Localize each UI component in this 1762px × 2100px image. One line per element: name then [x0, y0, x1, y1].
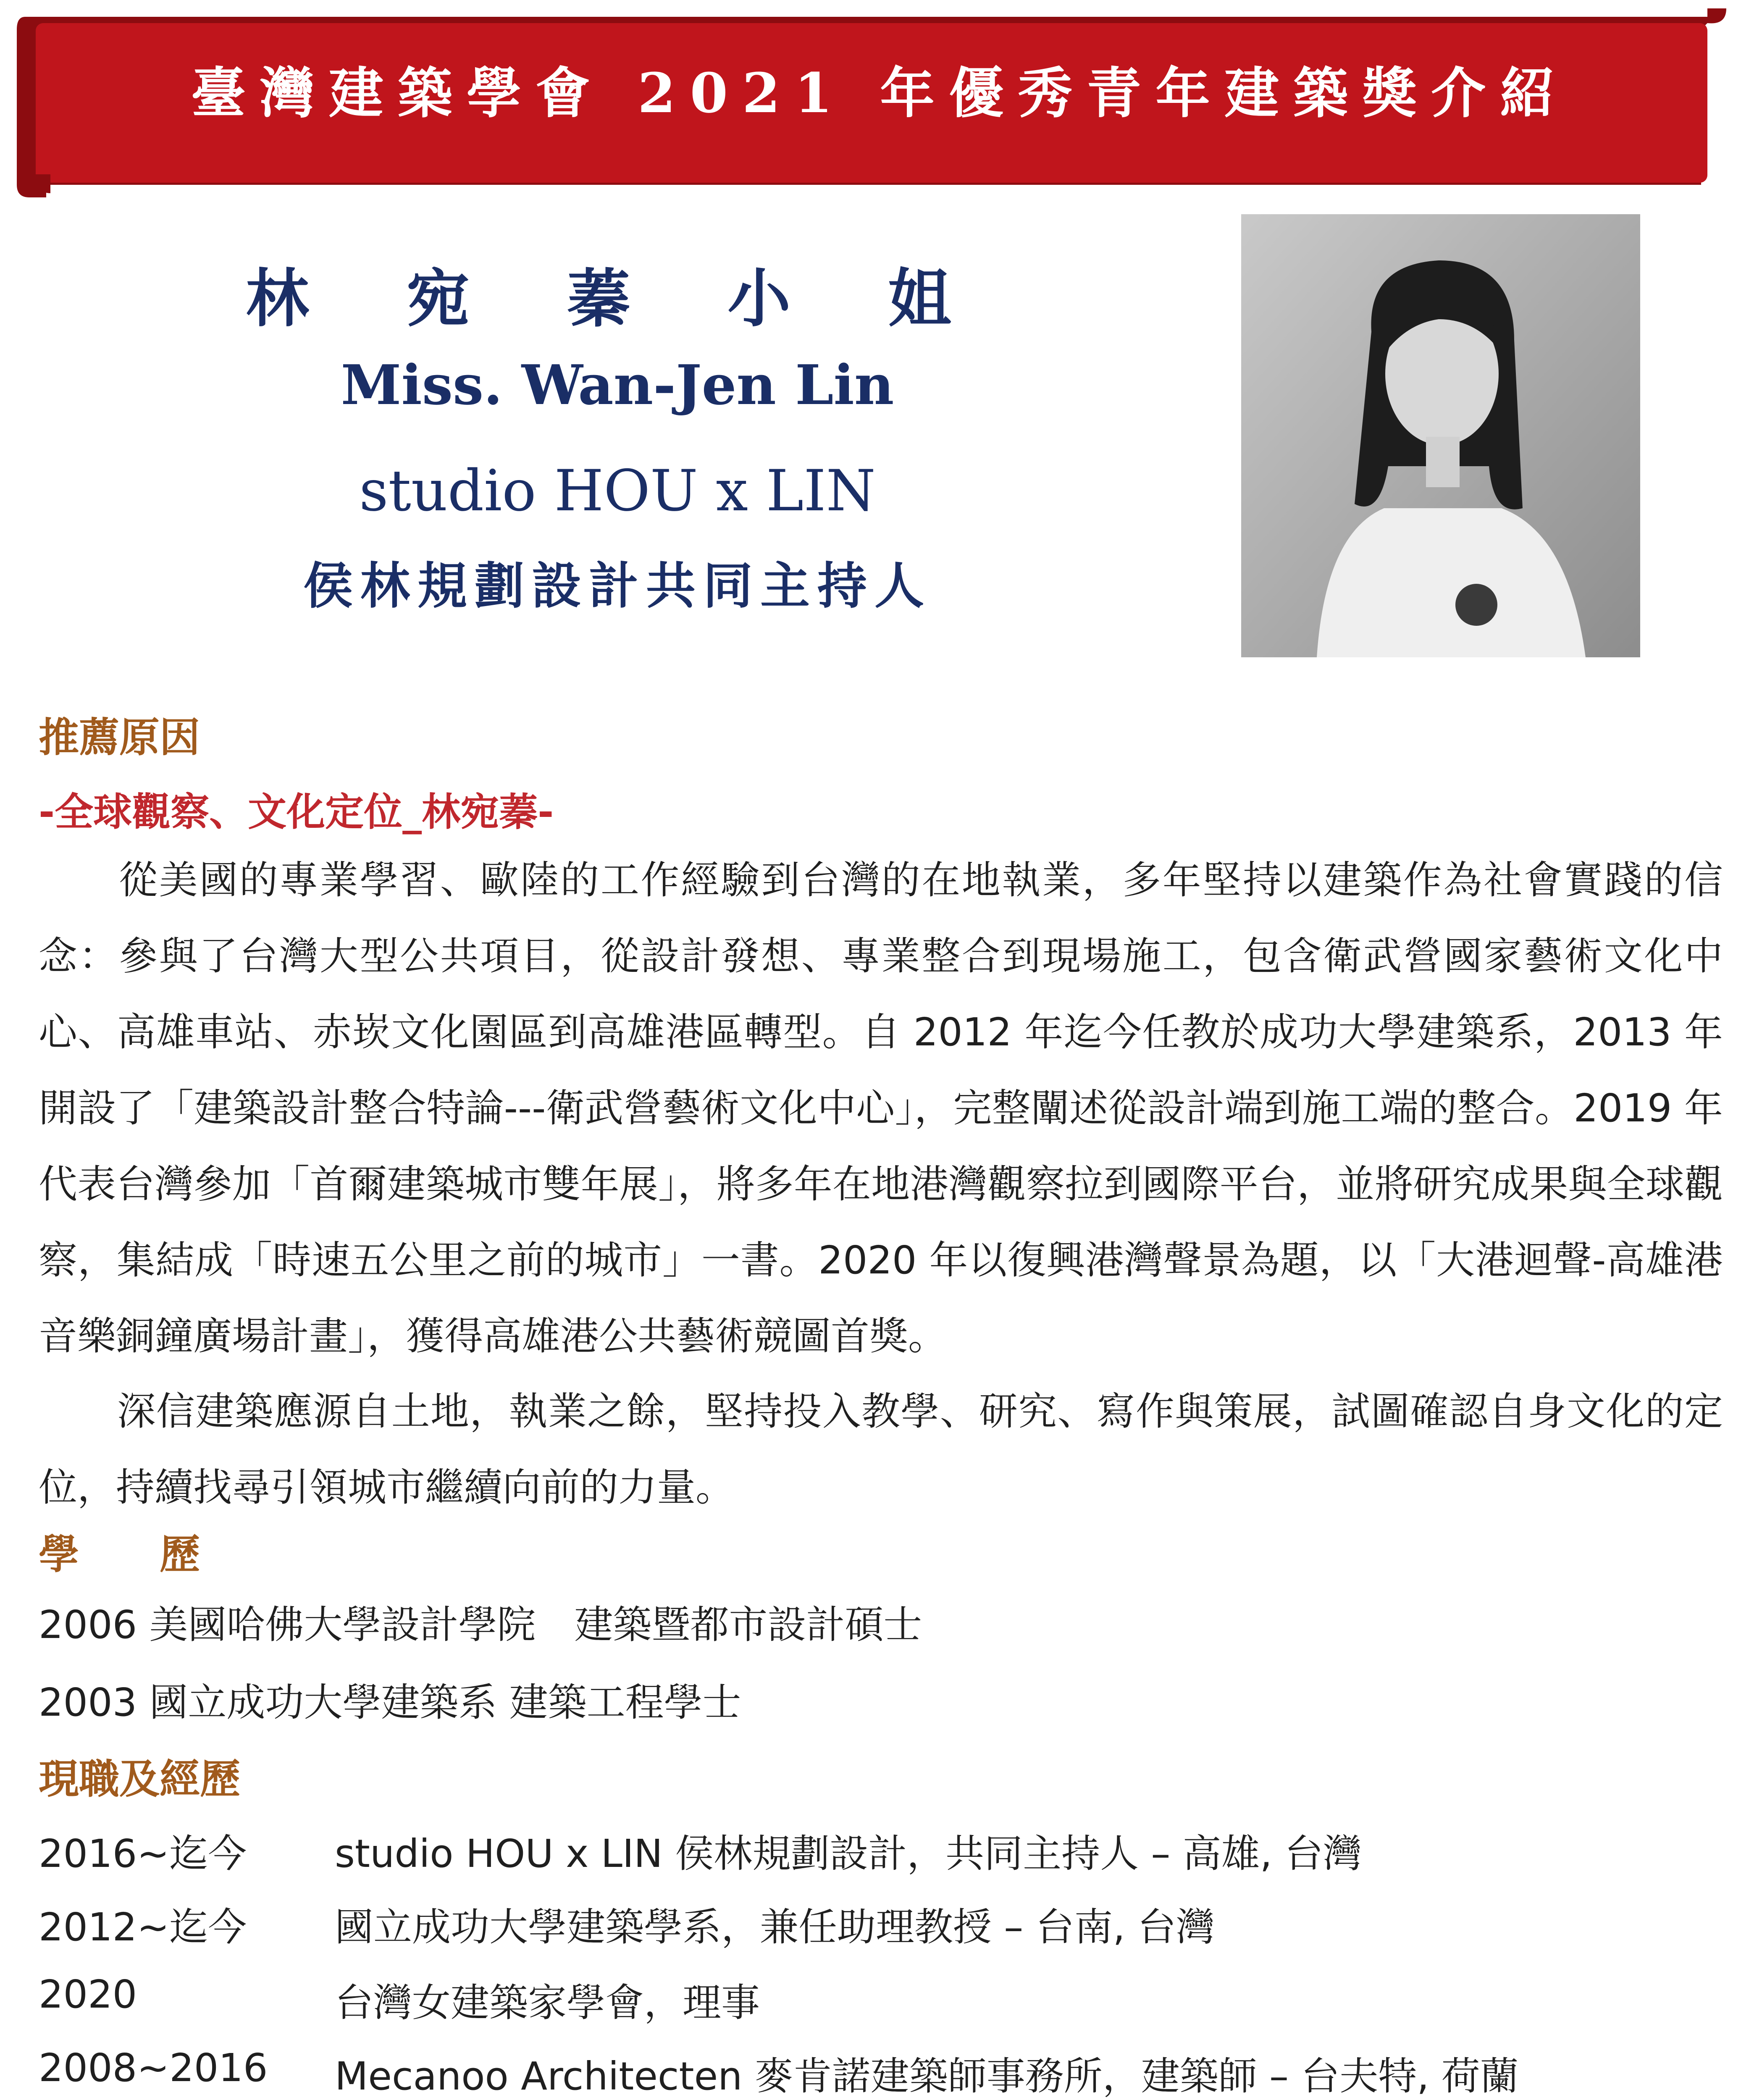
section-heading-recommend: 推薦原因: [39, 714, 200, 761]
recommend-paragraph-1: 從美國的專業學習、歐陸的工作經驗到台灣的在地執業，多年堅持以建築作為社會實踐的信念：參與了台灣大型公共項目，從設計發想、專業整合到現場施工，包含衛武營國家藝術文化中心、高雄車站、赤崁文化園區到高雄港區轉型。自 2012 年迄今任教於成功大學建築系，2013 年開設了「建築設計整合特論---衛武營藝術文化中心」，完整闡述從設計端到施工端的整合。2019 年代表台灣參加「首爾建築城市雙年展」，將多年在地港灣觀察拉到國際平台，並將研究成果與全球觀察，集結成「時速五公里之前的城市」一書。2020 年以復興港灣聲景為題，以「大港迴聲-高雄港音樂銅鐘廣場計畫」，獲得高雄港公共藝術競圖首獎。: [39, 858, 1723, 1359]
role-title: 侯林規劃設計共同主持人: [303, 556, 932, 615]
section-heading-experience: 現職及經歷: [39, 1756, 240, 1803]
name-english: Miss. Wan-Jen Lin: [341, 353, 894, 417]
recommend-subtitle: -全球觀察、文化定位_林宛蓁-: [39, 790, 554, 835]
section-heading-education: 學 歷: [39, 1531, 200, 1578]
name-chinese: 林 宛 蓁 小 姐: [246, 262, 989, 336]
studio-name: studio HOU x LIN: [359, 458, 876, 524]
recommend-paragraph-2: 深信建築應源自土地，執業之餘，堅持投入教學、研究、寫作與策展，試圖確認自身文化的定位，持續找尋引領城市繼續向前的力量。: [39, 1389, 1723, 1510]
portrait-photo: [1241, 214, 1640, 657]
page-title: 臺灣建築學會 2021 年優秀青年建築獎介紹: [191, 61, 1569, 125]
